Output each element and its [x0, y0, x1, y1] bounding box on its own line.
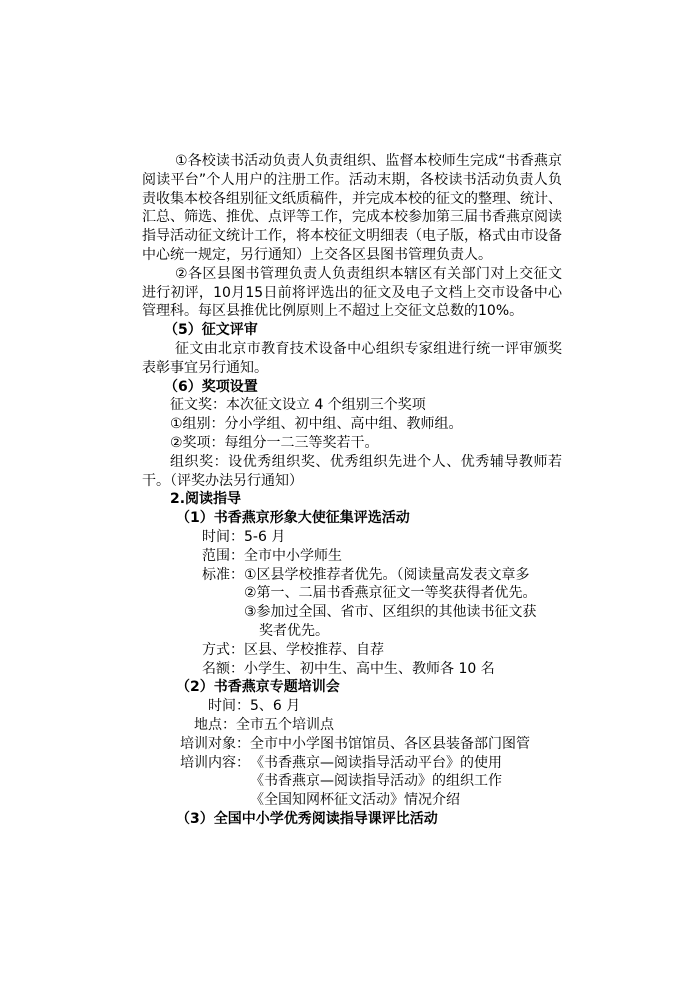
section-5-heading: （5）征文评审	[164, 322, 258, 339]
subsection-3-heading: （3）全国中小学优秀阅读指导课评比活动	[176, 810, 438, 827]
award-organization-paragraph: 组织奖：设优秀组织奖、优秀组织先进个人、优秀辅导教师若干。（评奖办法另行通知）	[142, 453, 562, 489]
paragraph-district-responsibility: ②各区县图书管理负责人负责组织本辖区有关部门对上交征文进行初评，10月15日前将评选出的征文及电子文档上交市设备中心管理科。每区县推优比例原则上不超过上交征文总数的10%。	[142, 265, 562, 320]
subsection-2-content	[142, 754, 562, 810]
criteria-item-3: ③参加过全国、省市、区组织的其他读书征文获	[244, 604, 537, 621]
award-prizes-line: ②奖项：每组分一二三等奖若干。	[170, 434, 379, 451]
criteria-label: 标准：	[202, 566, 244, 583]
section-6-heading: （6）奖项设置	[164, 378, 258, 395]
subsection-2-place: 地点：全市五个培训点	[194, 716, 334, 733]
subsection-1-criteria	[142, 566, 562, 641]
subsection-1-time: 时间：5-6 月	[202, 528, 286, 545]
criteria-item-3-continued: 奖者优先。	[259, 622, 329, 639]
content-item-2: 《书香燕京—阅读指导活动》的组织工作	[250, 773, 502, 790]
section-5-body: 征文由北京市教育技术设备中心组织专家组进行统一评审颁奖表彰事宜另行通知。	[142, 340, 562, 376]
subsection-1-method: 方式：区县、学校推荐、自荐	[202, 641, 384, 658]
award-essay-line: 征文奖：本次征文设立 4 个组别三个奖项	[170, 397, 426, 414]
paragraph-school-responsibility: ①各校读书活动负责人负责组织、监督本校师生完成“书香燕京阅读平台”个人用户的注册工作。活动末期，各校读书活动负责人负责收集本校各组别征文纸质稿件，并完成本校的征文的整理、统计、汇总、筛选、推优、点评等工作，完成本校参加第三届书香燕京阅读指导活动征文统计工作，将本校征文明细表（电子版，格式由市设备中心统一规定，另行通知）上交各区县图书管理负责人。	[142, 153, 562, 263]
award-groups-line: ①组别：分小学组、初中组、高中组、教师组。	[170, 416, 463, 433]
content-item-1: 《书香燕京—阅读指导活动平台》的使用	[250, 754, 502, 771]
subsection-2-target: 培训对象：全市中小学图书馆馆员、各区县装备部门图管	[180, 735, 530, 752]
subsection-2-heading: （2）书香燕京专题培训会	[176, 679, 340, 696]
subsection-1-quota: 名额：小学生、初中生、高中生、教师各 10 名	[202, 660, 495, 677]
criteria-item-2: ②第一、二届书香燕京征文一等奖获得者优先。	[244, 585, 537, 602]
content-item-3: 《全国知网杯征文活动》情况介绍	[250, 792, 460, 809]
content-label: 培训内容：	[180, 754, 250, 771]
criteria-item-1: ①区县学校推荐者优先。（阅读量高发表文章多	[244, 566, 530, 583]
document-page	[142, 152, 562, 829]
subsection-1-scope: 范围：全市中小学师生	[202, 547, 342, 564]
part-2-heading: 2.阅读指导	[170, 491, 242, 508]
subsection-2-time: 时间：5、6 月	[208, 698, 301, 715]
subsection-1-heading: （1）书香燕京形象大使征集评选活动	[176, 510, 410, 527]
